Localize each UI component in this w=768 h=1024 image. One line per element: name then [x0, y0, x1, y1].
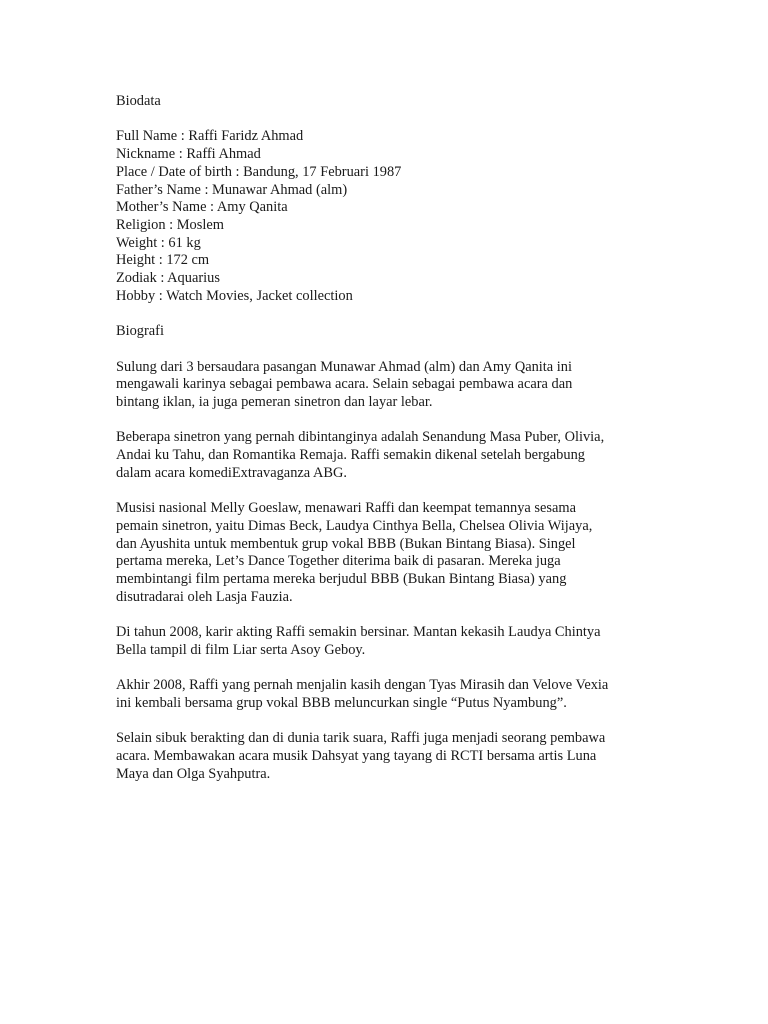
paragraph-line: Maya dan Olga Syahputra. — [116, 765, 271, 782]
paragraph-line: dan Ayushita untuk membentuk grup vokal BBB (Bukan Bintang Biasa). Singel — [116, 535, 576, 552]
biografi-heading: Biografi — [116, 323, 164, 340]
document-page — [116, 93, 716, 783]
paragraph-line: pertama mereka, Let’s Dance Together diterima baik di pasaran. Mereka juga — [116, 553, 561, 570]
paragraph-line: disutradarai oleh Lasja Fauzia. — [116, 588, 293, 605]
paragraph-line: pemain sinetron, yaitu Dimas Beck, Laudya Cinthya Bella, Chelsea Olivia Wijaya, — [116, 517, 593, 534]
paragraph — [116, 677, 716, 712]
biodata-religion: Religion : Moslem — [116, 216, 224, 233]
paragraph-line: Sulung dari 3 bersaudara pasangan Munawar Ahmad (alm) dan Amy Qanita ini — [116, 358, 572, 375]
paragraph — [116, 730, 716, 783]
biodata-weight: Weight : 61 kg — [116, 234, 201, 251]
biodata-height: Height : 172 cm — [116, 252, 210, 269]
paragraph-line: dalam acara komediExtravaganza ABG. — [116, 464, 347, 481]
paragraph — [116, 500, 716, 606]
paragraph — [116, 429, 716, 482]
paragraph-line: Selain sibuk berakting dan di dunia tarik suara, Raffi juga menjadi seorang pembawa — [116, 730, 606, 747]
biodata-mother: Mother’s Name : Amy Qanita — [116, 199, 288, 216]
paragraph-line: Beberapa sinetron yang pernah dibintanginya adalah Senandung Masa Puber, Olivia, — [116, 429, 605, 446]
paragraph-line: mengawali karinya sebagai pembawa acara. Selain sebagai pembawa acara dan — [116, 376, 573, 393]
paragraph-line: bintang iklan, ia juga pemeran sinetron dan layar lebar. — [116, 393, 433, 410]
biodata-nickname: Nickname : Raffi Ahmad — [116, 146, 261, 163]
paragraph-line: Bella tampil di film Liar serta Asoy Geboy. — [116, 641, 366, 658]
paragraph-line: Andai ku Tahu, dan Romantika Remaja. Raffi semakin dikenal setelah bergabung — [116, 447, 585, 463]
paragraph-line: acara. Membawakan acara musik Dahsyat yang tayang di RCTI bersama artis Luna — [116, 747, 597, 764]
paragraph-line: Akhir 2008, Raffi yang pernah menjalin kasih dengan Tyas Mirasih dan Velove Vexia — [116, 677, 609, 694]
biodata-birth: Place / Date of birth : Bandung, 17 Februari 1987 — [116, 163, 402, 180]
paragraph-line: ini kembali bersama grup vokal BBB meluncurkan single “Putus Nyambung”. — [116, 694, 567, 711]
paragraph-line: membintangi film pertama mereka berjudul BBB (Bukan Bintang Biasa) yang — [116, 570, 567, 587]
biodata-zodiak: Zodiak : Aquarius — [116, 270, 220, 287]
biodata-father: Father’s Name : Munawar Ahmad (alm) — [116, 181, 348, 198]
biodata-heading: Biodata — [116, 93, 161, 109]
paragraph — [116, 624, 716, 659]
paragraph-line: Musisi nasional Melly Goeslaw, menawari Raffi dan keempat temannya sesama — [116, 500, 576, 517]
paragraph — [116, 359, 716, 412]
biodata-list — [116, 128, 716, 305]
biodata-hobby: Hobby : Watch Movies, Jacket collection — [116, 287, 353, 304]
paragraph-line: Di tahun 2008, karir akting Raffi semakin bersinar. Mantan kekasih Laudya Chintya — [116, 624, 601, 640]
biodata-full-name: Full Name : Raffi Faridz Ahmad — [116, 128, 304, 145]
